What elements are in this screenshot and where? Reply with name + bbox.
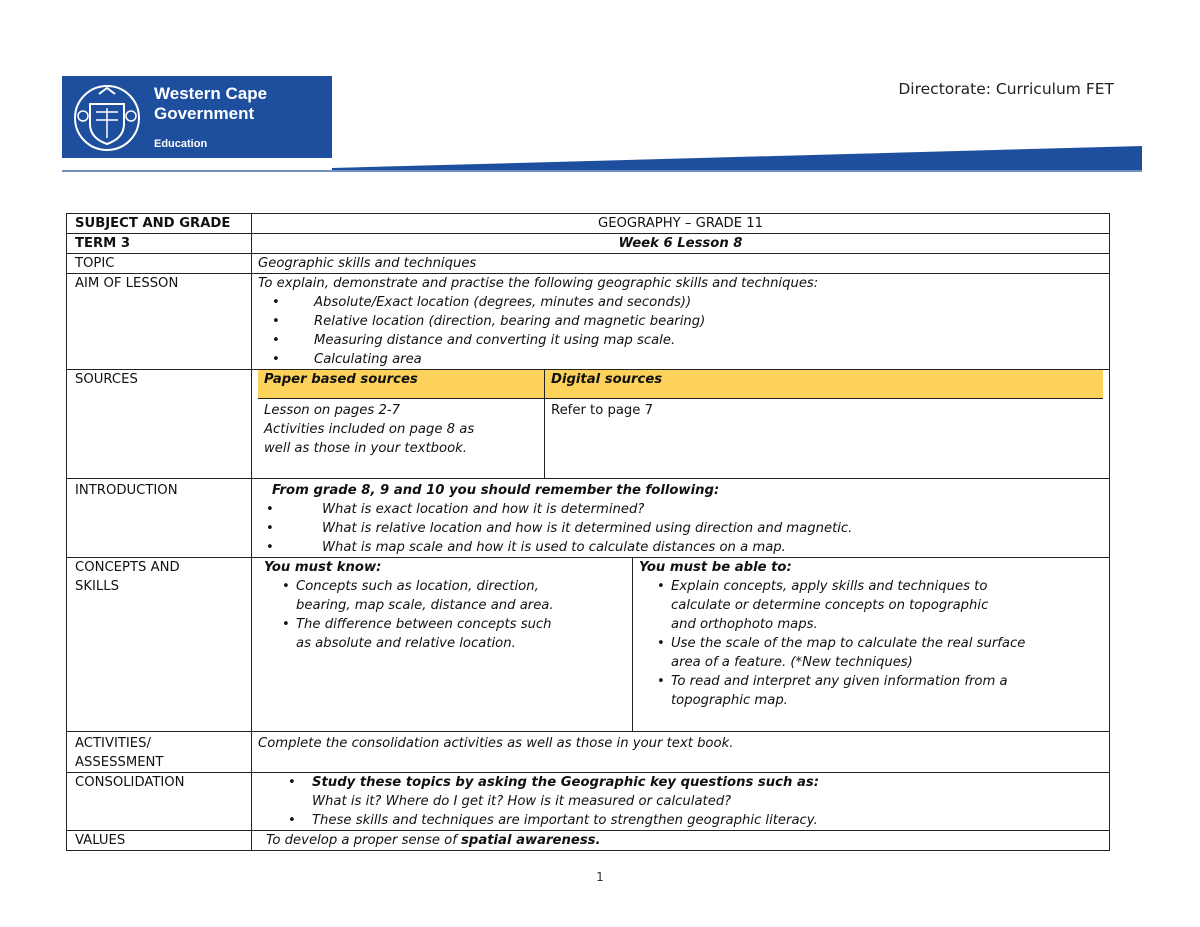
row-topic	[67, 254, 1110, 274]
lesson-plan-table	[66, 213, 1110, 851]
intro-item-3: What is map scale and how it is used to calculate distances on a map.	[322, 540, 786, 555]
concepts-row	[258, 558, 1103, 731]
values-prefix: To develop a proper sense of	[266, 833, 462, 848]
label-aim: AIM OF LESSON	[67, 274, 252, 370]
aim-item-2: Relative location (direction, bearing and magnetic bearing)	[314, 314, 706, 329]
sources-inner-table	[258, 370, 1103, 478]
must-be-able-heading: You must be able to:	[639, 560, 792, 575]
list-item	[639, 672, 1097, 710]
bullet-icon: •	[266, 502, 274, 517]
bullet-icon: •	[272, 333, 280, 348]
concepts-inner-table	[258, 558, 1103, 731]
sources-header-row	[258, 370, 1103, 398]
row-sources	[67, 370, 1110, 479]
introduction-heading: From grade 8, 9 and 10 you should remember the following:	[272, 483, 720, 498]
row-aim	[67, 274, 1110, 370]
page-number: 1	[596, 870, 604, 884]
bullet-icon: •	[657, 636, 665, 651]
value-introduction	[252, 479, 1110, 558]
consolidation-item-1: Study these topics by asking the Geographic key questions such as:	[312, 775, 819, 790]
list-item	[264, 577, 626, 615]
value-subject: GEOGRAPHY – GRADE 11	[252, 214, 1110, 234]
bullet-icon: •	[288, 775, 296, 790]
must-know-heading: You must know:	[264, 560, 382, 575]
list-item	[639, 577, 1097, 634]
directorate-title: Directorate: Curriculum FET	[898, 80, 1114, 98]
coat-of-arms-icon	[66, 82, 148, 154]
bullet-icon: •	[272, 295, 280, 310]
list-item	[258, 811, 1103, 830]
row-activities	[67, 732, 1110, 773]
label-sources: SOURCES	[67, 370, 252, 479]
value-sources	[252, 370, 1110, 479]
bullet-icon: •	[657, 579, 665, 594]
intro-item-2: What is relative location and how is it determined using direction and magnetic.	[322, 521, 853, 536]
able-item-2: Use the scale of the map to calculate the real surface area of a feature. (*New techniques)	[671, 636, 1026, 670]
bullet-icon: •	[272, 352, 280, 367]
bullet-icon: •	[657, 674, 665, 689]
concepts-label-line-2: SKILLS	[75, 579, 119, 594]
values-emphasis: spatial awareness.	[461, 833, 601, 848]
paper-line-3: well as those in your textbook.	[264, 440, 467, 456]
paper-sources-text	[258, 398, 545, 478]
label-concepts	[67, 558, 252, 732]
aim-intro: To explain, demonstrate and practise the following geographic skills and techniques:	[258, 276, 819, 291]
row-consolidation	[67, 773, 1110, 831]
list-item	[258, 331, 1103, 350]
list-item	[264, 615, 626, 653]
value-consolidation	[252, 773, 1110, 831]
list-item	[258, 350, 1103, 369]
able-item-3: To read and interpret any given information from a topographic map.	[671, 674, 1008, 708]
consolidation-item-1-cont: What is it? Where do I get it? How is it measured or calculated?	[312, 794, 732, 809]
value-values	[252, 831, 1110, 851]
bullet-icon: •	[288, 813, 296, 828]
digital-sources-heading: Digital sources	[545, 370, 1104, 398]
header-band	[62, 146, 1142, 174]
list-item	[258, 500, 1103, 519]
consolidation-item-2: These skills and techniques are important to strengthen geographic literacy.	[312, 813, 818, 828]
label-subject: SUBJECT AND GRADE	[67, 214, 252, 234]
value-term: Week 6 Lesson 8	[252, 234, 1110, 254]
bullet-icon: •	[282, 617, 290, 632]
label-introduction: INTRODUCTION	[67, 479, 252, 558]
paper-sources-heading: Paper based sources	[258, 370, 545, 398]
list-item	[639, 634, 1097, 672]
row-term	[67, 234, 1110, 254]
logo-line-2: Government	[154, 104, 255, 123]
sources-body-row	[258, 398, 1103, 478]
value-topic: Geographic skills and techniques	[252, 254, 1110, 274]
value-activities: Complete the consolidation activities as well as those in your text book.	[252, 732, 1110, 773]
logo-line-3: Education	[154, 138, 208, 150]
row-concepts	[67, 558, 1110, 732]
logo-line-1: Western Cape	[154, 84, 268, 103]
label-values: VALUES	[67, 831, 252, 851]
value-concepts	[252, 558, 1110, 732]
row-introduction	[67, 479, 1110, 558]
value-aim	[252, 274, 1110, 370]
list-item	[258, 773, 1103, 792]
able-item-1: Explain concepts, apply skills and techniques to calculate or determine concepts on topographic and orthophoto maps.	[671, 579, 989, 632]
concepts-label-line-1: CONCEPTS AND	[75, 560, 180, 575]
list-item	[258, 312, 1103, 331]
bullet-icon: •	[282, 579, 290, 594]
label-activities	[67, 732, 252, 773]
digital-sources-text: Refer to page 7	[545, 398, 1104, 478]
aim-item-4: Calculating area	[314, 352, 422, 367]
bullet-icon: •	[266, 540, 274, 555]
row-subject	[67, 214, 1110, 234]
aim-item-3: Measuring distance and converting it using map scale.	[314, 333, 676, 348]
label-term: TERM 3	[67, 234, 252, 254]
bullet-icon: •	[272, 314, 280, 329]
aim-item-1: Absolute/Exact location (degrees, minutes and seconds))	[314, 295, 692, 310]
know-item-1: Concepts such as location, direction, bearing, map scale, distance and area.	[296, 579, 554, 613]
label-topic: TOPIC	[67, 254, 252, 274]
label-consolidation: CONSOLIDATION	[67, 773, 252, 831]
activities-label-line-2: ASSESSMENT	[75, 755, 164, 770]
must-know-column	[258, 558, 633, 731]
list-item	[258, 538, 1103, 557]
activities-label-line-1: ACTIVITIES/	[75, 736, 151, 751]
intro-item-1: What is exact location and how it is determined?	[322, 502, 645, 517]
row-values	[67, 831, 1110, 851]
must-be-able-column	[633, 558, 1104, 731]
list-item	[258, 519, 1103, 538]
know-item-2: The difference between concepts such as absolute and relative location.	[296, 617, 552, 651]
bullet-icon: •	[266, 521, 274, 536]
paper-line-1: Lesson on pages 2-7	[264, 402, 400, 418]
paper-line-2: Activities included on page 8 as	[264, 421, 475, 437]
list-item	[258, 293, 1103, 312]
